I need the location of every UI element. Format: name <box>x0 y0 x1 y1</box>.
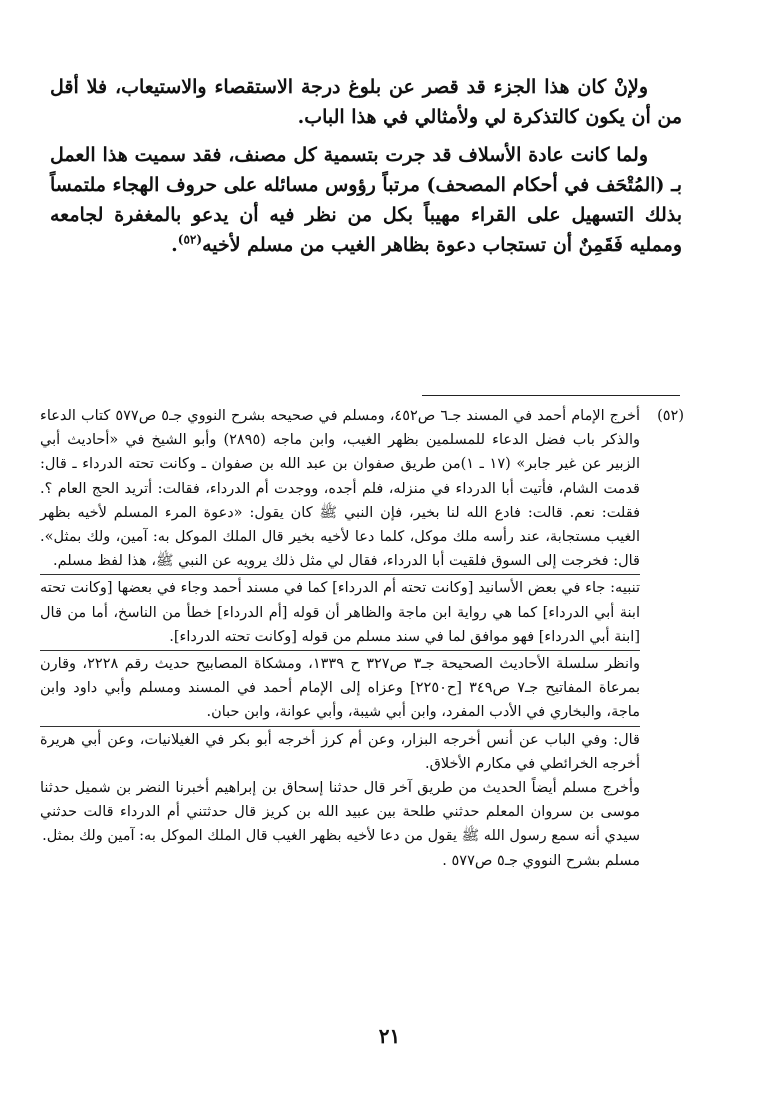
footnote-separator-3 <box>40 726 640 727</box>
footnote-paragraph-3: وانظر سلسلة الأحاديث الصحيحة جـ٣ ص٣٢٧ ح ١٣٣٩، ومشكاة المصابيح حديث رقم ٢٢٢٨، وقارن بمرعاة المفاتيح جـ٧ ص٣٤٩ [ح٢٢٥٠] وعزاه إلى الإمام أحمد في المسند ومسلم وأبي داود وابن ماجة، والبخاري في الأدب المفرد، وابن أبي شيبة، وأبي عوانة، وابن حبان. <box>40 656 641 721</box>
main-paragraph-1: ولإنْ كان هذا الجزء قد قصر عن بلوغ درجة الاستقصاء والاستيعاب، فلا أقل من أن يكون كالتذكرة لي ولأمثالي في هذا الباب. <box>50 76 682 128</box>
main-paragraph-2: ولما كانت عادة الأسلاف قد جرت بتسمية كل مصنف، فقد سميت هذا العمل بـ (المُتْحَف في أحكام المصحف) مرتباً رؤوس مسائله على حروف الهجاء ملتمساً بذلك التسهيل على القراء مهيباً بكل من نظر فيه أن يدعو بالمغفرة لجامعه وممليه فَقَمِنٌ أن تستجاب دعوة بظاهر الغيب من مسلم لأخيه$^{(٥٢)}$. <box>50 144 682 256</box>
footnote-separator-2 <box>40 650 640 651</box>
footnote-paragraph-6: مسلم بشرح النووي جـ٥ ص٥٧٧ . <box>442 852 640 869</box>
footnote-52 <box>40 404 684 873</box>
footnote-divider <box>422 395 680 396</box>
footnote-separator-1 <box>40 574 640 575</box>
footnote-paragraph-2: تنبيه: جاء في بعض الأسانيد [وكانت تحته أم الدرداء] كما في مسند أحمد وجاء في بعضها [وكانت تحته ابنة أبي الدرداء] كما هي رواية ابن ماجة والظاهر أن قوله [أم الدرداء] خطأ من الناسخ، أما من قال [ابنة أبي الدرداء] فهو موافق لما في سند مسلم من قوله [وكانت تحته الدرداء]. <box>40 580 640 645</box>
footnote-paragraph-4: قال: وفي الباب عن أنس أخرجه البزار، وعن أم كرز أخرجه أبو بكر في الغيلانيات، وعن أبي هريرة أخرجه الخرائطي في مكارم الأخلاق. <box>40 731 640 772</box>
footnote-section <box>40 404 684 873</box>
main-text <box>50 72 682 260</box>
footnote-number: (٥٢) <box>657 408 684 424</box>
footnote-paragraph-1: أخرج الإمام أحمد في المسند جـ٦ ص٤٥٢، ومسلم في صحيحه بشرح النووي جـ٥ ص٥٧٧ كتاب الدعاء والذكر باب فضل الدعاء للمسلمين بظهر الغيب، وابن ماجه (٢٨٩٥) وأبو الشيخ في «أحاديث أبي الزبير عن غير جابر» (١٧ ـ ١)من طريق صفوان بن عبد الله بن صفوان ـ وكانت تحته الدرداء ـ قال: قدمت الشام، فأتيت أبا الدرداء في منزله، فلم أجده، ووجدت أم الدرداء، فقالت: أتريد الحج العام ؟. فقلت: نعم. قالت: فادع الله لنا بخير، فإن النبي ﷺ كان يقول: «دعوة المرء المسلم لأخيه بظهر الغيب مستجابة، عند رأسه ملك موكل، كلما دعا لأخيه بخير قال الملك الموكل به: آمين، ولك بمثل». قال: فخرجت إلى السوق فلقيت أبا الدرداء، فقال لي مثل ذلك يرويه عن النبي ﷺ، هذا لفظ مسلم. <box>40 408 641 570</box>
footnote-body <box>40 404 640 873</box>
footnote-reference: (٥٢) <box>177 232 203 247</box>
main-paragraph-2-text: ولما كانت عادة الأسلاف قد جرت بتسمية كل مصنف، فقد سميت هذا العمل بـ (المُتْحَف في أحكام المصحف) مرتباً رؤوس مسائله على حروف الهجاء ملتمساً بذلك التسهيل على القراء مهيباً بكل من نظر فيه أن يدعو بالمغفرة لجامعه وممليه فَقَمِنٌ أن تستجاب دعوة بظاهر الغيب من مسلم لأخيه <box>50 144 682 256</box>
footnote-paragraph-5: وأخرج مسلم أيضاً الحديث من طريق آخر قال حدثنا إسحاق بن إبراهيم أخبرنا النضر بن شميل حدثنا موسى بن سروان المعلم حدثني طلحة بين عبيد الله بن كريز قال حدثتني أم الدرداء قالت حدثني سيدي أنه سمع رسول الله ﷺ يقول من دعا لأخيه بظهر الغيب قال الملك الموكل به: آمين ولك بمثل. <box>40 780 640 845</box>
page-number: ٢١ <box>378 1024 401 1048</box>
